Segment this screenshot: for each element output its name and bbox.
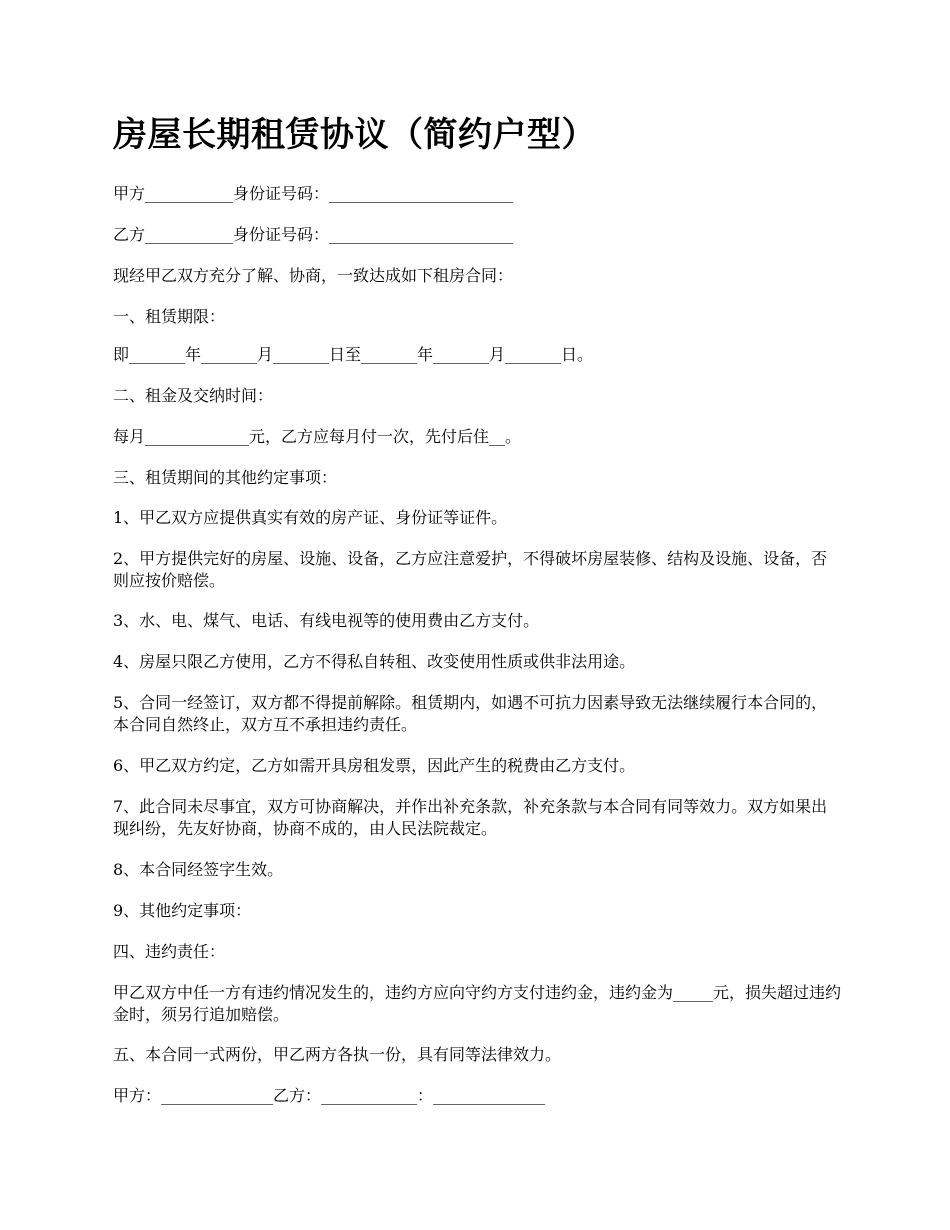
party-b-line: 乙方___________身份证号码：_______________________ xyxy=(113,225,514,244)
clause-8: 8、本合同经签字生效。 xyxy=(113,860,284,879)
signature-line: 甲方：______________乙方：____________：______________ xyxy=(113,1086,546,1105)
breach-clause: 甲乙双方中任一方有违约情况发生的，违约方应向守约方支付违约金，违约金为_____元，损失超过违约金时，须另行追加赔偿。 xyxy=(113,983,842,1024)
section-5-text: 五、本合同一式两份，甲乙两方各执一份，具有同等法律效力。 xyxy=(113,1045,562,1064)
page-title: 房屋长期租赁协议（简约户型） xyxy=(113,115,596,155)
clause-5: 5、合同一经签订，双方都不得提前解除。租赁期内，如遇不可抗力因素导致无法继续履行本合同的，本合同自然终止，双方互不承担违约责任。 xyxy=(113,693,828,734)
clause-3: 3、水、电、煤气、电话、有线电视等的使用费由乙方支付。 xyxy=(113,611,540,630)
section-2-heading: 二、租金及交纳时间： xyxy=(113,386,274,405)
clause-6: 6、甲乙双方约定，乙方如需开具房租发票，因此产生的税费由乙方支付。 xyxy=(113,756,636,775)
lease-period-line: 即_______年_______月_______日至_______年_______月_______日。 xyxy=(113,345,594,364)
clause-7: 7、此合同未尽事宜，双方可协商解决，并作出补充条款，补充条款与本合同有同等效力。双方如果出现纠纷，先友好协商，协商不成的，由人民法院裁定。 xyxy=(113,797,828,838)
clause-4: 4、房屋只限乙方使用，乙方不得私自转租、改变使用性质或供非法用途。 xyxy=(113,652,636,671)
clause-9: 9、其他约定事项： xyxy=(113,901,252,920)
intro-text: 现经甲乙双方充分了解、协商，一致达成如下租房合同： xyxy=(113,266,514,285)
section-1-heading: 一、租赁期限： xyxy=(113,307,226,326)
rent-line: 每月_____________元，乙方应每月付一次，先付后住__。 xyxy=(113,427,522,446)
party-a-line: 甲方___________身份证号码：_______________________ xyxy=(113,184,514,203)
clause-1: 1、甲乙双方应提供真实有效的房产证、身份证等证件。 xyxy=(113,508,508,527)
section-3-heading: 三、租赁期间的其他约定事项： xyxy=(113,468,338,487)
clause-2: 2、甲方提供完好的房屋、设施、设备，乙方应注意爱护，不得破坏房屋装修、结构及设施、设备，否则应按价赔偿。 xyxy=(113,549,828,590)
section-4-heading: 四、违约责任： xyxy=(113,942,226,961)
